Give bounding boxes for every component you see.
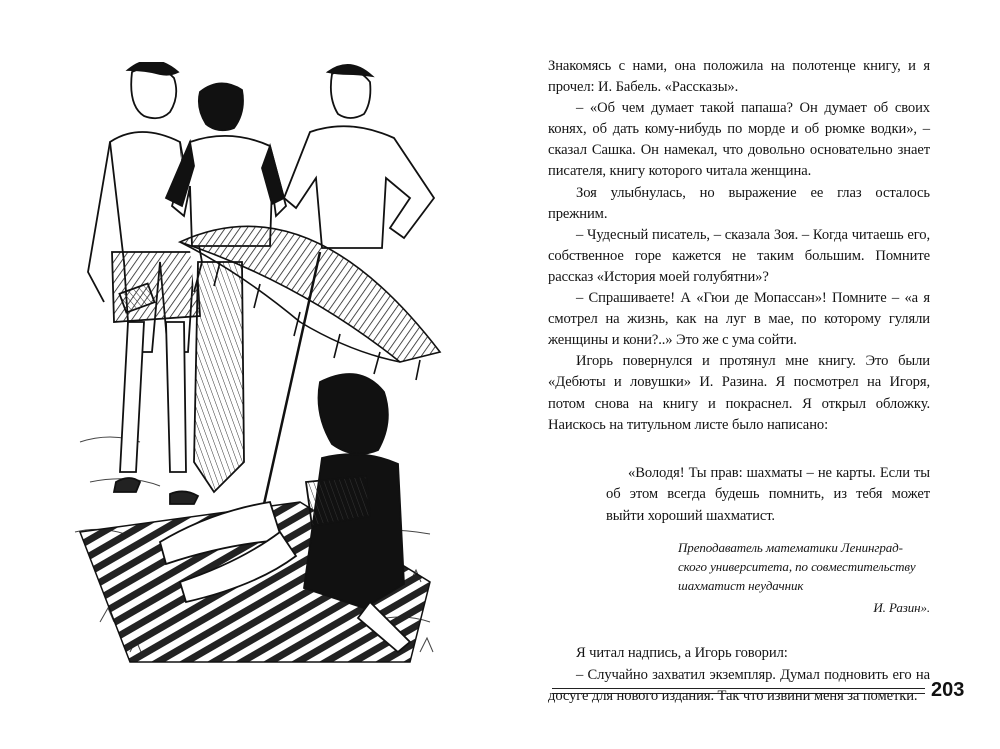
paragraph-2: – «Об чем думает такой папаша? Он думает об своих конях, об дать кому-нибудь по морде и об рюмке водки», – сказал Сашка. Он намекал, что довольно основательно знает писателя, книгу которого читала женщина.	[548, 100, 930, 180]
signature-line-1: Преподаватель математики Ленинград-	[678, 540, 903, 556]
footer-rule	[552, 688, 925, 694]
paragraph-5: – Спрашиваете! А «Гюи де Мопассан»! Помните – «а я смотрел на жизнь, как на луг в мае, по которому гуляли женщины и кони?..» Это же с ума сойти.	[548, 290, 930, 349]
paragraph-6: Игорь повернулся и протянул мне книгу. Это были «Дебюты и ловушки» И. Разина. Я посмотрел на Игоря, потом снова на книгу и покраснел. Я открыл обложку. Наискось на титульном листе было написано:	[548, 353, 930, 433]
paragraph-7: Я читал надпись, а Игорь говорил:	[576, 645, 788, 662]
paragraph-8: – Случайно захватил экземпляр. Думал подновить его на досуге для нового издания. Так что извини меня за пометки.	[548, 666, 930, 704]
paragraph-1: Знакомясь с нами, она положила на полотенце книгу, и я прочел: И. Бабель. «Рассказы».	[548, 58, 930, 96]
signature-name: И. Разин».	[873, 600, 930, 616]
paragraph-4: – Чудесный писатель, – сказала Зоя. – Когда читаешь его, собственное горе кажется не таким большим. Помните рассказ «История моей голубятни»?	[548, 226, 930, 285]
inscription-signature	[678, 538, 930, 617]
text-column	[548, 56, 930, 707]
paragraph-3: Зоя улыбнулась, но выражение ее глаз осталось прежним.	[548, 184, 930, 222]
beach-scene-illustration-icon	[70, 62, 448, 672]
signature-line-2: ского университета, по совместительству	[678, 559, 916, 575]
page-number: 203	[931, 679, 965, 701]
inscription-quote: «Володя! Ты прав: шахматы – не карты. Если ты об этом всегда будешь помнить, из тебя может выйти хороший шахматист.	[606, 464, 930, 524]
signature-line-3: шахматист неудачник	[678, 578, 804, 594]
